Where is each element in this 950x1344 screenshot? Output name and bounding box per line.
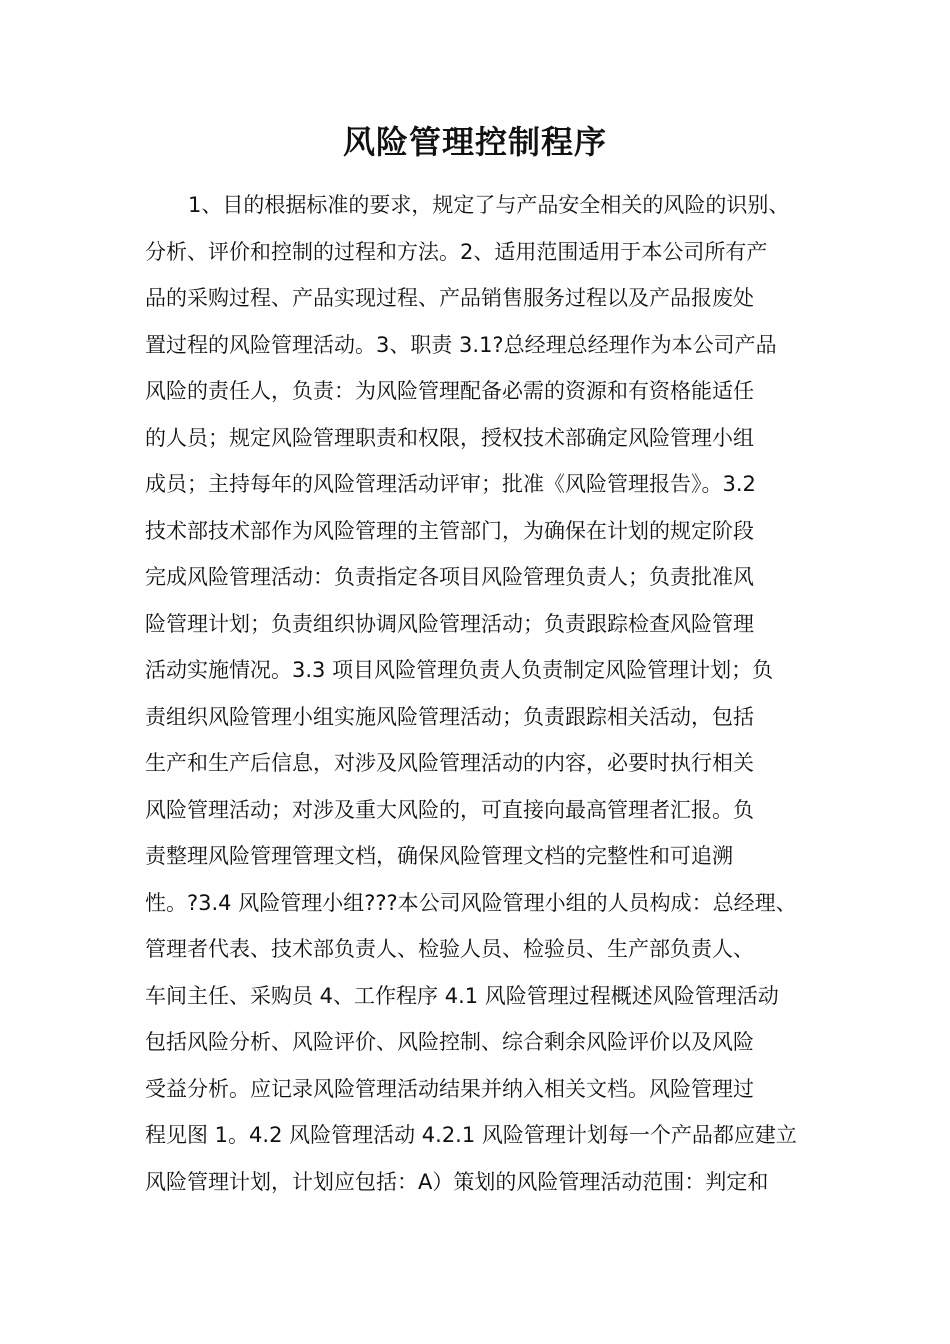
paragraph-line: 车间主任、采购员 4、工作程序 4.1 风险管理过程概述风险管理活动 xyxy=(145,983,779,1008)
paragraph-line: 的人员；规定风险管理职责和权限，授权技术部确定风险管理小组 xyxy=(145,425,754,450)
paragraph-line: 技术部技术部作为风险管理的主管部门，为确保在计划的规定阶段 xyxy=(145,518,754,543)
paragraph-line: 风险管理计划，计划应包括：A）策划的风险管理活动范围：判定和 xyxy=(145,1169,769,1194)
paragraph-line: 完成风险管理活动：负责指定各项目风险管理负责人；负责批准风 xyxy=(145,565,754,589)
paragraph-line: 分析、评价和控制的过程和方法。2、适用范围适用于本公司所有产 xyxy=(145,239,768,264)
paragraph-line: 1、目的根据标准的要求，规定了与产品安全相关的风险的识别、 xyxy=(188,193,790,217)
paragraph-line: 风险管理活动；对涉及重大风险的，可直接向最高管理者汇报。负 xyxy=(145,797,754,822)
document-body xyxy=(145,182,835,1205)
paragraph-line: 性。?3.4 风险管理小组???本公司风险管理小组的人员构成：总经理、 xyxy=(145,890,797,915)
paragraph-line: 程见图 1。4.2 风险管理活动 4.2.1 风险管理计划每一个产品都应建立 xyxy=(145,1123,797,1147)
paragraph-line: 置过程的风险管理活动。3、职责 3.1?总经理总经理作为本公司产品 xyxy=(145,332,777,357)
paragraph-line: 品的采购过程、产品实现过程、产品销售服务过程以及产品报废处 xyxy=(145,286,754,310)
paragraph-line: 受益分析。应记录风险管理活动结果并纳入相关文档。风险管理过 xyxy=(145,1076,754,1101)
paragraph-line: 包括风险分析、风险评价、风险控制、综合剩余风险评价以及风险 xyxy=(145,1030,754,1054)
paragraph-line: 成员；主持每年的风险管理活动评审；批准《风险管理报告》。3.2 xyxy=(145,472,756,496)
paragraph-line: 责组织风险管理小组实施风险管理活动；负责跟踪相关活动，包括 xyxy=(145,704,754,729)
paragraph-line: 责整理风险管理管理文档，确保风险管理文档的完整性和可追溯 xyxy=(145,844,733,868)
paragraph-line: 生产和生产后信息，对涉及风险管理活动的内容，必要时执行相关 xyxy=(145,751,754,775)
document-title: 风险管理控制程序 xyxy=(342,123,607,161)
paragraph-line: 险管理计划；负责组织协调风险管理活动；负责跟踪检查风险管理 xyxy=(145,611,754,636)
paragraph-line: 活动实施情况。3.3 项目风险管理负责人负责制定风险管理计划；负 xyxy=(145,658,774,682)
paragraph-line: 管理者代表、技术部负责人、检验人员、检验员、生产部负责人、 xyxy=(145,937,754,961)
paragraph-line: 风险的责任人，负责：为风险管理配备必需的资源和有资格能适任 xyxy=(145,379,754,403)
